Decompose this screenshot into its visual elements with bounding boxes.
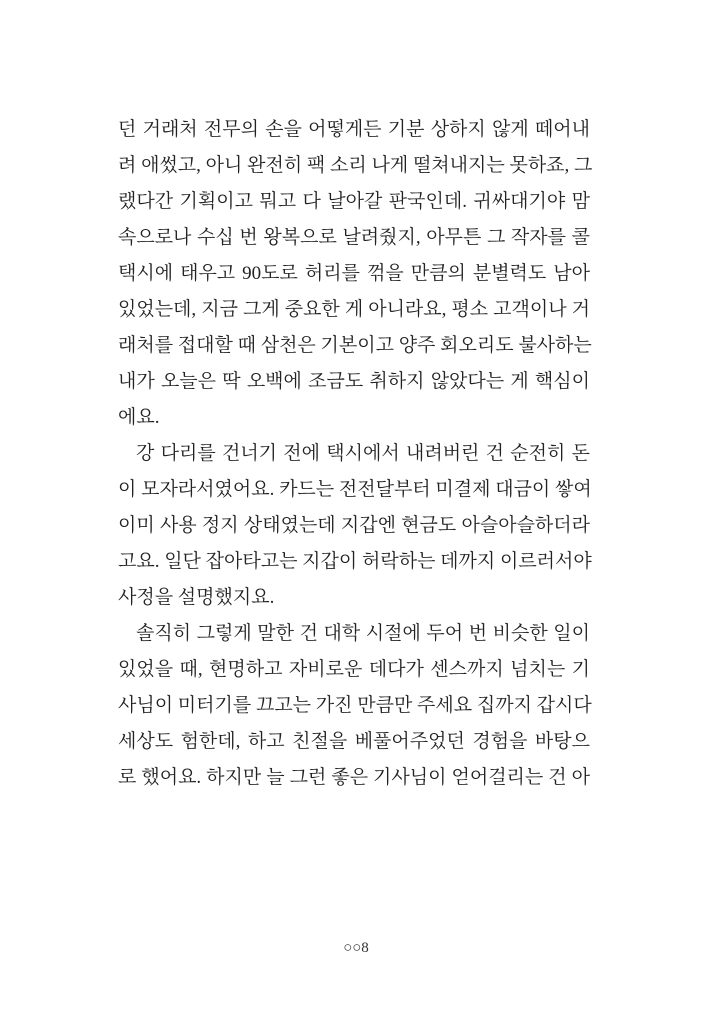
text-line: 사님이 미터기를 끄고는 가진 만큼만 주세요 집까지 갑시다: [118, 695, 592, 716]
page-number: ○○8: [343, 940, 369, 956]
text-line: 있었는데, 지금 그게 중요한 게 아니라요, 평소 고객이나 거: [118, 299, 590, 320]
text-line: 솔직히 그렇게 말한 건 대학 시절에 두어 번 비슷한 일이: [136, 623, 590, 644]
text-line: 택시에 태우고 90도로 허리를 꺾을 만큼의 분별력도 남아: [118, 263, 590, 284]
text-line: 내가 오늘은 딱 오백에 조금도 취하지 않았다는 게 핵심이: [118, 371, 590, 392]
text-line: 에요.: [118, 407, 160, 428]
paragraph: [118, 436, 590, 616]
paragraph: [118, 112, 593, 436]
text-line: 강 다리를 건너기 전에 택시에서 내려버린 건 순전히 돈: [136, 443, 590, 464]
text-line: 려 애썼고, 아니 완전히 팩 소리 나게 떨쳐내지는 못하죠, 그: [118, 155, 593, 176]
text-line: 있었을 때, 현명하고 자비로운 데다가 센스까지 넘치는 기: [118, 659, 590, 680]
text-line: 이미 사용 정지 상태였는데 지갑엔 현금도 아슬아슬하더라: [118, 515, 590, 536]
text-line: 래처를 접대할 때 삼천은 기본이고 양주 회오리도 불사하는: [118, 335, 592, 356]
text-line: 던 거래처 전무의 손을 어떻게든 기분 상하지 않게 떼어내: [118, 119, 590, 140]
text-line: 로 했어요. 하지만 늘 그런 좋은 기사님이 얻어걸리는 건 아: [118, 767, 590, 788]
body-text: [118, 112, 593, 796]
text-line: 속으로나 수십 번 왕복으로 날려줬지, 아무튼 그 작자를 콜: [118, 227, 590, 248]
text-line: 고요. 일단 잡아타고는 지갑이 허락하는 데까지 이르러서야: [118, 551, 592, 572]
paragraph: [118, 616, 590, 796]
text-line: 이 모자라서였어요. 카드는 전전달부터 미결제 대금이 쌓여: [118, 479, 592, 500]
text-line: 랬다간 기획이고 뭐고 다 날아갈 판국인데. 귀싸대기야 맘: [118, 191, 590, 212]
text-line: 세상도 험한데, 하고 친절을 베풀어주었던 경험을 바탕으: [118, 731, 590, 752]
text-line: 사정을 설명했지요.: [118, 587, 275, 608]
